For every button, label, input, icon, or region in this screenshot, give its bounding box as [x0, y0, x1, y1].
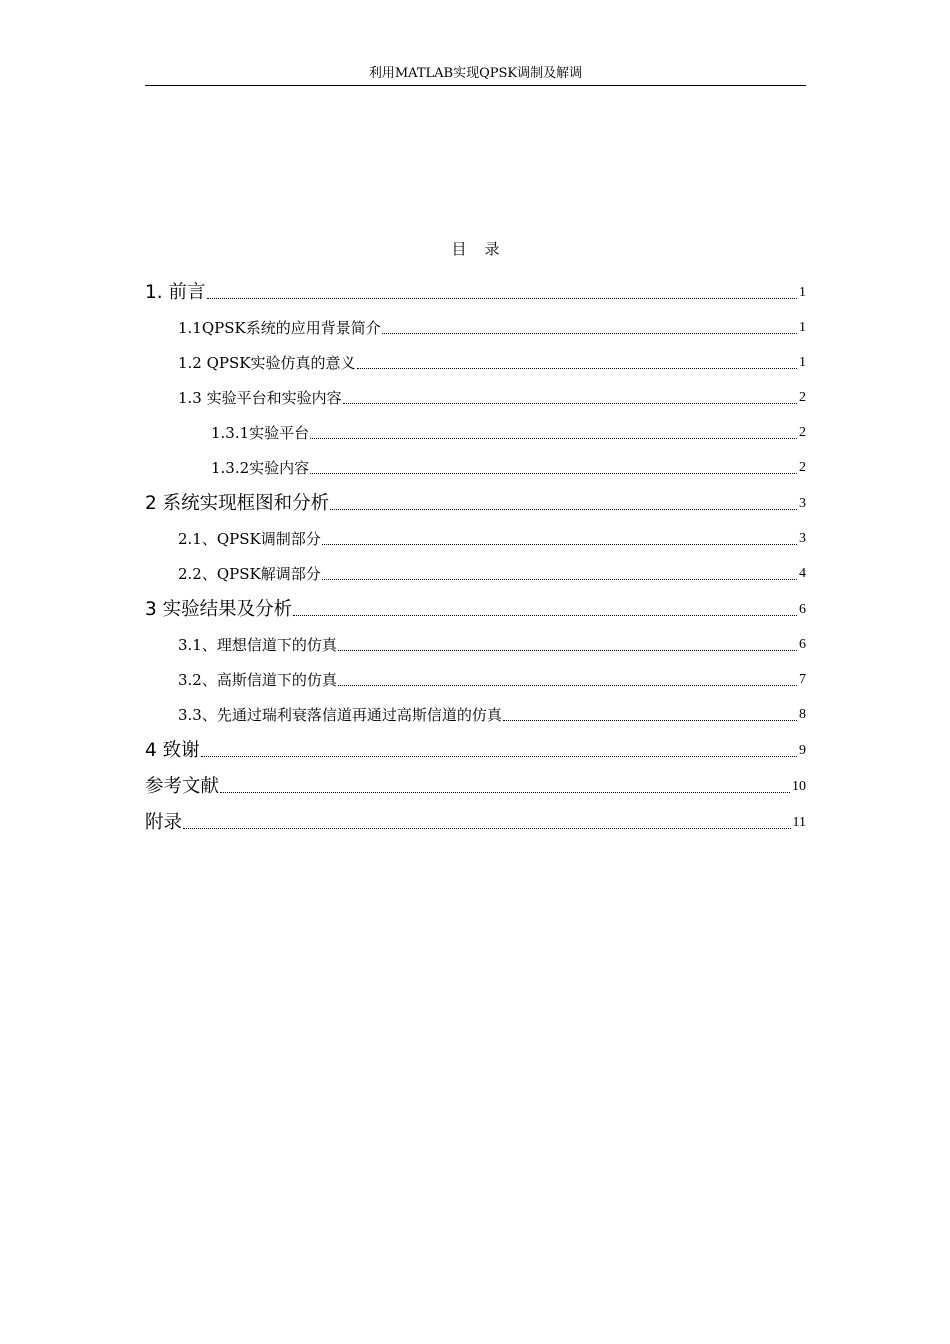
toc-entry[interactable] [145, 550, 806, 585]
toc-entry-page: 11 [792, 815, 806, 830]
toc-entry-page: 6 [799, 602, 806, 617]
toc-entry[interactable] [145, 585, 806, 621]
toc-entry-page: 10 [792, 779, 806, 794]
toc-entry[interactable] [145, 304, 806, 339]
toc-entry-label: 3.3、先通过瑞利衰落信道再通过高斯信道的仿真 [178, 706, 502, 724]
toc-entry[interactable] [145, 479, 806, 515]
toc-leader-dots [343, 403, 797, 404]
toc-entry-label: 1.1QPSK系统的应用背景简介 [178, 319, 381, 337]
toc-entry-label: 3 实验结果及分析 [145, 599, 293, 620]
toc-entry-label: 2 系统实现框图和分析 [145, 493, 330, 514]
toc-entry-page: 7 [799, 672, 806, 687]
toc-entry[interactable] [145, 762, 806, 798]
toc-leader-dots [322, 544, 797, 545]
toc-entry[interactable] [145, 798, 806, 834]
toc-entry[interactable] [145, 621, 806, 656]
toc-entry-label: 1.3.2实验内容 [211, 459, 310, 477]
toc-entry[interactable] [145, 656, 806, 691]
toc-leader-dots [293, 615, 797, 616]
toc-leader-dots [382, 333, 797, 334]
toc-entry-page: 4 [799, 566, 806, 581]
toc-entry[interactable] [145, 726, 806, 762]
toc-entry-page: 2 [799, 425, 806, 440]
toc-leader-dots [338, 650, 797, 651]
toc-entry-page: 6 [799, 637, 806, 652]
toc-leader-dots [322, 579, 797, 580]
toc-entry-label: 1.2 QPSK实验仿真的意义 [178, 354, 356, 372]
toc-entry-label: 1. 前言 [145, 282, 206, 303]
toc-entry[interactable] [145, 444, 806, 479]
toc-entry[interactable] [145, 409, 806, 444]
toc-entry[interactable] [145, 374, 806, 409]
toc-entry-label: 2.1、QPSK调制部分 [178, 530, 321, 548]
toc-entry[interactable] [145, 691, 806, 726]
toc-title [145, 238, 806, 260]
table-of-contents [145, 268, 806, 834]
toc-entry-page: 8 [799, 707, 806, 722]
toc-entry[interactable] [145, 515, 806, 550]
toc-leader-dots [357, 368, 798, 369]
toc-entry[interactable] [145, 339, 806, 374]
toc-leader-dots [207, 298, 797, 299]
toc-title-left: 目 [451, 240, 467, 258]
page-header: 利用MATLAB实现QPSK调制及解调 [145, 64, 806, 86]
toc-leader-dots [338, 685, 797, 686]
toc-leader-dots [183, 828, 791, 829]
toc-leader-dots [220, 792, 790, 793]
toc-entry-page: 1 [799, 285, 806, 300]
toc-entry-page: 3 [799, 531, 806, 546]
toc-entry-page: 3 [799, 496, 806, 511]
toc-entry-label: 3.1、理想信道下的仿真 [178, 636, 337, 654]
toc-entry-label: 1.3 实验平台和实验内容 [178, 389, 342, 407]
toc-entry-label: 4 致谢 [145, 740, 200, 761]
toc-leader-dots [310, 473, 797, 474]
toc-leader-dots [201, 756, 797, 757]
toc-entry-page: 2 [799, 460, 806, 475]
toc-entry-label: 附录 [145, 812, 183, 833]
toc-entry-page: 9 [799, 743, 806, 758]
toc-entry-page: 1 [799, 355, 806, 370]
toc-entry-label: 参考文献 [145, 776, 220, 797]
toc-entry-page: 2 [799, 390, 806, 405]
toc-title-right: 录 [484, 240, 500, 258]
toc-entry[interactable] [145, 268, 806, 304]
toc-leader-dots [503, 720, 797, 721]
toc-leader-dots [310, 438, 797, 439]
toc-entry-label: 1.3.1实验平台 [211, 424, 310, 442]
toc-entry-label: 3.2、高斯信道下的仿真 [178, 671, 337, 689]
toc-leader-dots [330, 509, 797, 510]
toc-entry-label: 2.2、QPSK解调部分 [178, 565, 321, 583]
toc-entry-page: 1 [799, 320, 806, 335]
